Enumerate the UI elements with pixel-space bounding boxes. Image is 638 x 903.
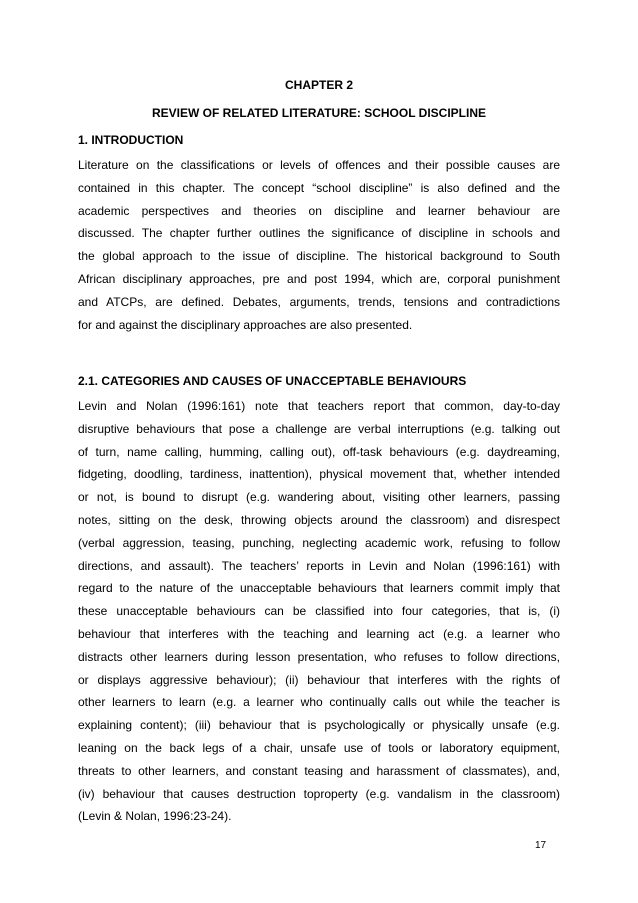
paragraph-line: fidgeting, doodling, tardiness, inattention), physical movement that, whether intended xyxy=(78,467,560,482)
paragraph-line: for and against the disciplinary approaches are also presented. xyxy=(78,317,413,332)
paragraph-line: directions, and assault). The teachers’ reports in Levin and Nolan (1996:161) with xyxy=(78,558,560,573)
paragraph-line: and ATCPs, are defined. Debates, arguments, trends, tensions and contradictions xyxy=(78,294,560,309)
paragraph-line: distracts other learners during lesson presentation, who refuses to follow directions, xyxy=(78,649,560,664)
section-heading-categories: 2.1. CATEGORIES AND CAUSES OF UNACCEPTABLE BEHAVIOURS xyxy=(78,374,467,388)
paragraph-line: or displays aggressive behaviour); (ii) behaviour that interferes with the rights of xyxy=(78,672,560,687)
paragraph-line: regard to the nature of the unacceptable behaviours that learners commit imply that xyxy=(78,581,560,596)
paragraph-line: Literature on the classifications or levels of offences and their possible causes are xyxy=(78,158,560,172)
paragraph-line: disruptive behaviours that pose a challenge are verbal interruptions (e.g. talking out xyxy=(78,421,560,436)
paragraph-line: threats to other learners, and constant teasing and harassment of classmates), and, xyxy=(78,763,560,778)
paragraph-line: other learners to learn (e.g. a learner who continually calls out while the teacher is xyxy=(78,695,560,710)
page-number: 17 xyxy=(535,840,547,851)
paragraph-line: behaviour that interferes with the teaching and learning act (e.g. a learner who xyxy=(78,626,560,641)
paragraph-line: discussed. The chapter further outlines the significance of discipline in schools and xyxy=(78,226,560,241)
section-heading-introduction: 1. INTRODUCTION xyxy=(78,133,184,147)
paragraph-line: the global approach to the issue of discipline. The historical background to South xyxy=(78,249,560,264)
paragraph-line: African disciplinary approaches, pre and post 1994, which are, corporal punishment xyxy=(78,271,560,286)
paragraph-line: leaning on the back legs of a chair, unsafe use of tools or laboratory equipment, xyxy=(78,740,560,755)
paragraph-line: (Levin & Nolan, 1996:23-24). xyxy=(78,809,232,824)
paragraph-line: or not, is bound to disrupt (e.g. wandering about, visiting other learners, passing xyxy=(78,490,560,505)
paragraph-line: Levin and Nolan (1996:161) note that teachers report that common, day-to-day xyxy=(78,399,560,413)
paragraph-line: of turn, name calling, humming, calling out), off-task behaviours (e.g. daydreaming, xyxy=(78,444,560,459)
paragraph-line: contained in this chapter. The concept “school discipline” is also defined and the xyxy=(78,180,560,195)
paragraph-line: (iv) behaviour that causes destruction toproperty (e.g. vandalism in the classroom) xyxy=(78,786,560,801)
paragraph-line: notes, sitting on the desk, throwing objects around the classroom) and disrespect xyxy=(78,512,560,527)
chapter-title: REVIEW OF RELATED LITERATURE: SCHOOL DISCIPLINE xyxy=(151,106,486,120)
paragraph-line: explaining content); (iii) behaviour that is psychologically or physically unsafe (e.g. xyxy=(78,718,560,733)
paragraph-line: (verbal aggression, teasing, punching, neglecting academic work, refusing to follow xyxy=(78,535,560,550)
paragraph-line: academic perspectives and theories on discipline and learner behaviour are xyxy=(78,203,560,218)
paragraph-line: these unacceptable behaviours can be classified into four categories, that is, (i) xyxy=(78,604,560,619)
chapter-label: CHAPTER 2 xyxy=(284,78,353,92)
introduction-paragraph xyxy=(78,154,560,336)
categories-paragraph xyxy=(78,395,560,828)
